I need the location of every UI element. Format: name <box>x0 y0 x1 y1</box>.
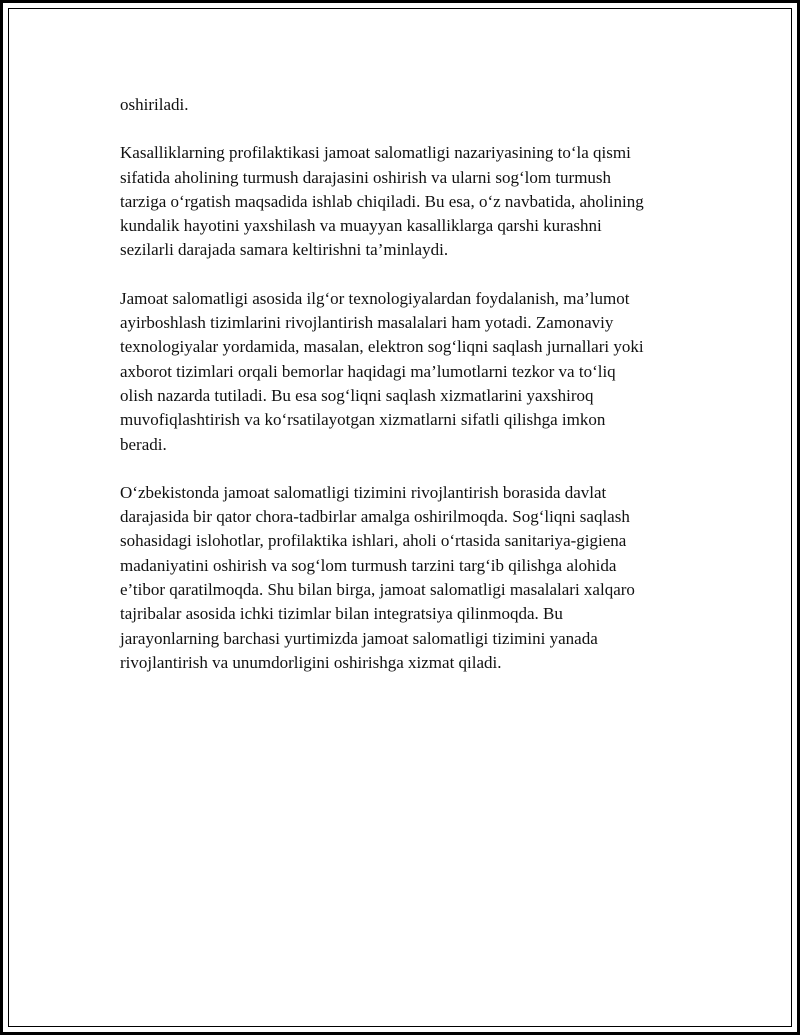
text-line: texnologiyalar yordamida, masalan, elektron sog‘liqni saqlash jurnallari yoki <box>120 337 644 357</box>
text-line: O‘zbekistonda jamoat salomatligi tizimini rivojlantirish borasida davlat <box>120 482 607 502</box>
text-line: kundalik hayotini yaxshilash va muayyan kasalliklarga qarshi kurashni <box>120 216 602 236</box>
text-line: rivojlantirish va unumdorligini oshirishga xizmat qiladi. <box>120 652 502 672</box>
paragraph-continuation <box>120 93 690 117</box>
text-line: oshiriladi. <box>120 95 189 114</box>
text-line: olish nazarda tutiladi. Bu esa sog‘liqni saqlash xizmatlarini yaxshiroq <box>120 385 594 405</box>
paragraph-ozbekiston <box>120 481 690 675</box>
text-line: tarziga o‘rgatish maqsadida ishlab chiqiladi. Bu esa, o‘z navbatida, aholining <box>120 191 644 211</box>
text-line: sezilarli darajada samara keltirishni ta’minlaydi. <box>120 240 449 260</box>
paragraph-texnologiyalar <box>120 287 690 457</box>
document-body <box>120 93 690 699</box>
paragraph-profilaktika <box>120 141 690 262</box>
text-line: sohasidagi islohotlar, profilaktika ishlari, aholi o‘rtasida sanitariya-gigiena <box>120 531 627 551</box>
text-line: Kasalliklarning profilaktikasi jamoat salomatligi nazariyasining to‘la qismi <box>120 143 631 163</box>
text-line: sifatida aholining turmush darajasini oshirish va ularni sog‘lom turmush <box>120 167 612 187</box>
text-line: darajasida bir qator chora-tadbirlar amalga oshirilmoqda. Sog‘liqni saqlash <box>120 507 630 527</box>
text-line: e’tibor qaratilmoqda. Shu bilan birga, jamoat salomatligi masalalari xalqaro <box>120 580 635 600</box>
text-line: madaniyatini oshirish va sog‘lom turmush tarzini targ‘ib qilishga alohida <box>120 555 617 575</box>
text-line: Jamoat salomatligi asosida ilg‘or texnologiyalardan foydalanish, ma’lumot <box>120 288 630 308</box>
text-line: beradi. <box>120 434 167 454</box>
text-line: tajribalar asosida ichki tizimlar bilan integratsiya qilinmoqda. Bu <box>120 604 563 624</box>
text-line: axborot tizimlari orqali bemorlar haqidagi ma’lumotlarni tezkor va to‘liq <box>120 361 616 381</box>
text-line: jarayonlarning barchasi yurtimizda jamoat salomatligi tizimini yanada <box>120 628 598 648</box>
text-line: muvofiqlashtirish va ko‘rsatilayotgan xizmatlarni sifatli qilishga imkon <box>120 410 606 430</box>
text-line: ayirboshlash tizimlarini rivojlantirish masalalari ham yotadi. Zamonaviy <box>120 313 614 333</box>
